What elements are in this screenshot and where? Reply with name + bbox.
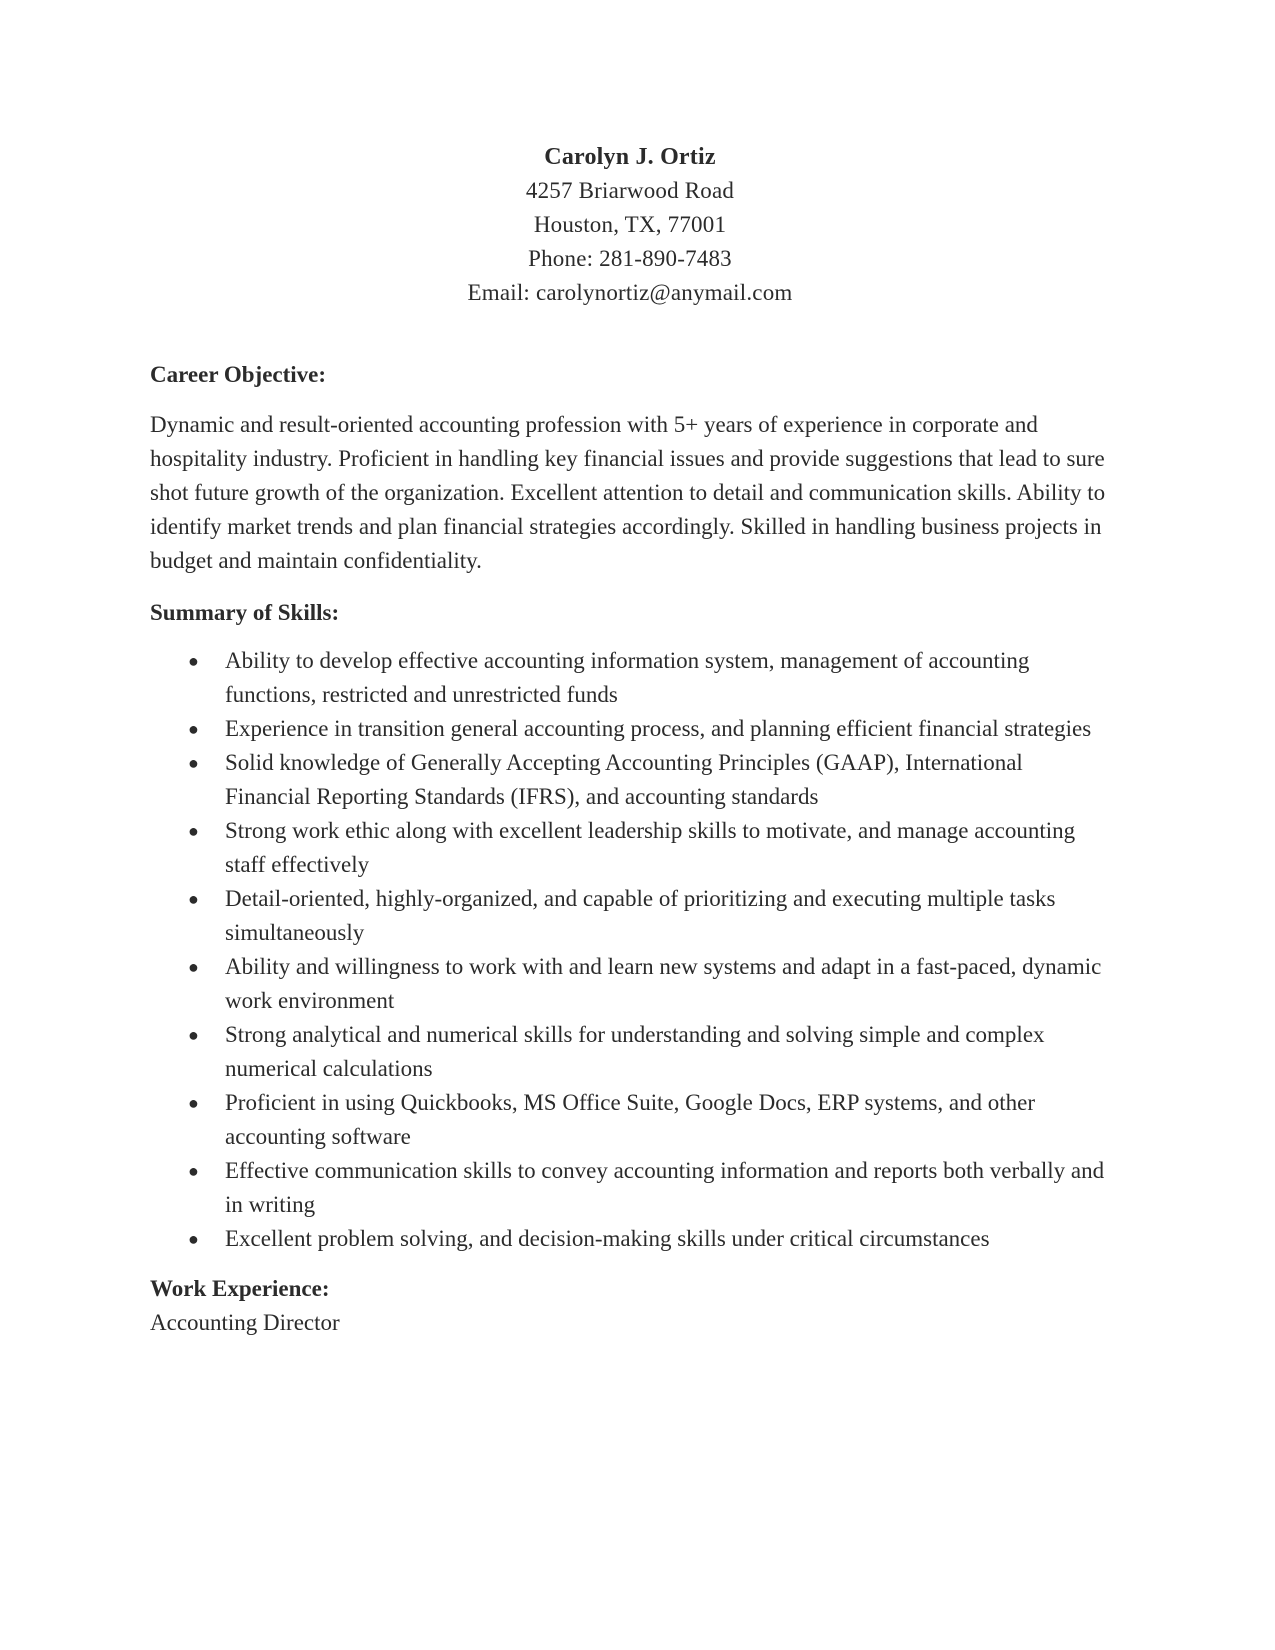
bullet-icon: ● (188, 719, 199, 739)
bullet-icon: ● (188, 1093, 199, 1113)
bullet-icon: ● (188, 1161, 199, 1181)
street-address: 4257 Briarwood Road (525, 178, 735, 203)
list-item-text: Effective communication skills to convey accounting information and reports both verbally and in writing (225, 1158, 1105, 1217)
list-item (188, 746, 1110, 814)
phone-number: Phone: 281-890-7483 (528, 246, 732, 271)
resume-page (150, 140, 1110, 1340)
list-item-text: Ability and willingness to work with and learn new systems and adapt in a fast-paced, dynamic work environment (225, 954, 1102, 1013)
contact-header (150, 140, 1110, 310)
list-item (188, 1222, 1110, 1256)
skills-summary-heading: Summary of Skills: (150, 600, 340, 625)
list-item-text: Ability to develop effective accounting information system, management of accounting functions, restricted and unrestricted funds (225, 648, 1030, 707)
career-objective-heading: Career Objective: (150, 362, 327, 387)
work-experience-heading: Work Experience: (150, 1276, 330, 1301)
list-item-text: Strong analytical and numerical skills for understanding and solving simple and complex numerical calculations (225, 1022, 1045, 1081)
list-item (188, 814, 1110, 882)
list-item (188, 644, 1110, 712)
bullet-icon: ● (188, 1025, 199, 1045)
list-item-text: Solid knowledge of Generally Accepting Accounting Principles (GAAP), International Financial Reporting Standards (IFRS), and accounting standards (225, 750, 1023, 809)
list-item (188, 950, 1110, 1018)
list-item-text: Proficient in using Quickbooks, MS Office Suite, Google Docs, ERP systems, and other accounting software (225, 1090, 1036, 1149)
bullet-icon: ● (188, 753, 199, 773)
skills-list (150, 644, 1110, 1256)
city-state-zip: Houston, TX, 77001 (533, 212, 727, 237)
applicant-name: Carolyn J. Ortiz (544, 144, 716, 170)
career-objective-text: Dynamic and result-oriented accounting profession with 5+ years of experience in corporate and hospitality industry. Proficient in handling key financial issues and provide suggestions that lead to sure shot future growth of the organization. Excellent attention to detail and communication skills. Ability to identify market trends and plan financial strategies accordingly. Skilled in handling business projects in budget and maintain confidentiality. (150, 412, 1106, 573)
bullet-icon: ● (188, 957, 199, 977)
bullet-icon: ● (188, 821, 199, 841)
list-item (188, 1018, 1110, 1086)
bullet-icon: ● (188, 651, 199, 671)
list-item (188, 1154, 1110, 1222)
list-item (188, 712, 1110, 746)
list-item-text: Detail-oriented, highly-organized, and capable of prioritizing and executing multiple tasks simultaneously (225, 886, 1056, 945)
bullet-icon: ● (188, 889, 199, 909)
job-title: Accounting Director (150, 1310, 340, 1335)
list-item-text: Strong work ethic along with excellent leadership skills to motivate, and manage accounting staff effectively (225, 818, 1076, 877)
bullet-icon: ● (188, 1229, 199, 1249)
list-item-text: Experience in transition general accounting process, and planning efficient financial strategies (225, 716, 1092, 741)
email-address: Email: carolynortiz@anymail.com (467, 280, 793, 305)
list-item (188, 882, 1110, 950)
list-item-text: Excellent problem solving, and decision-making skills under critical circumstances (225, 1226, 990, 1251)
list-item (188, 1086, 1110, 1154)
